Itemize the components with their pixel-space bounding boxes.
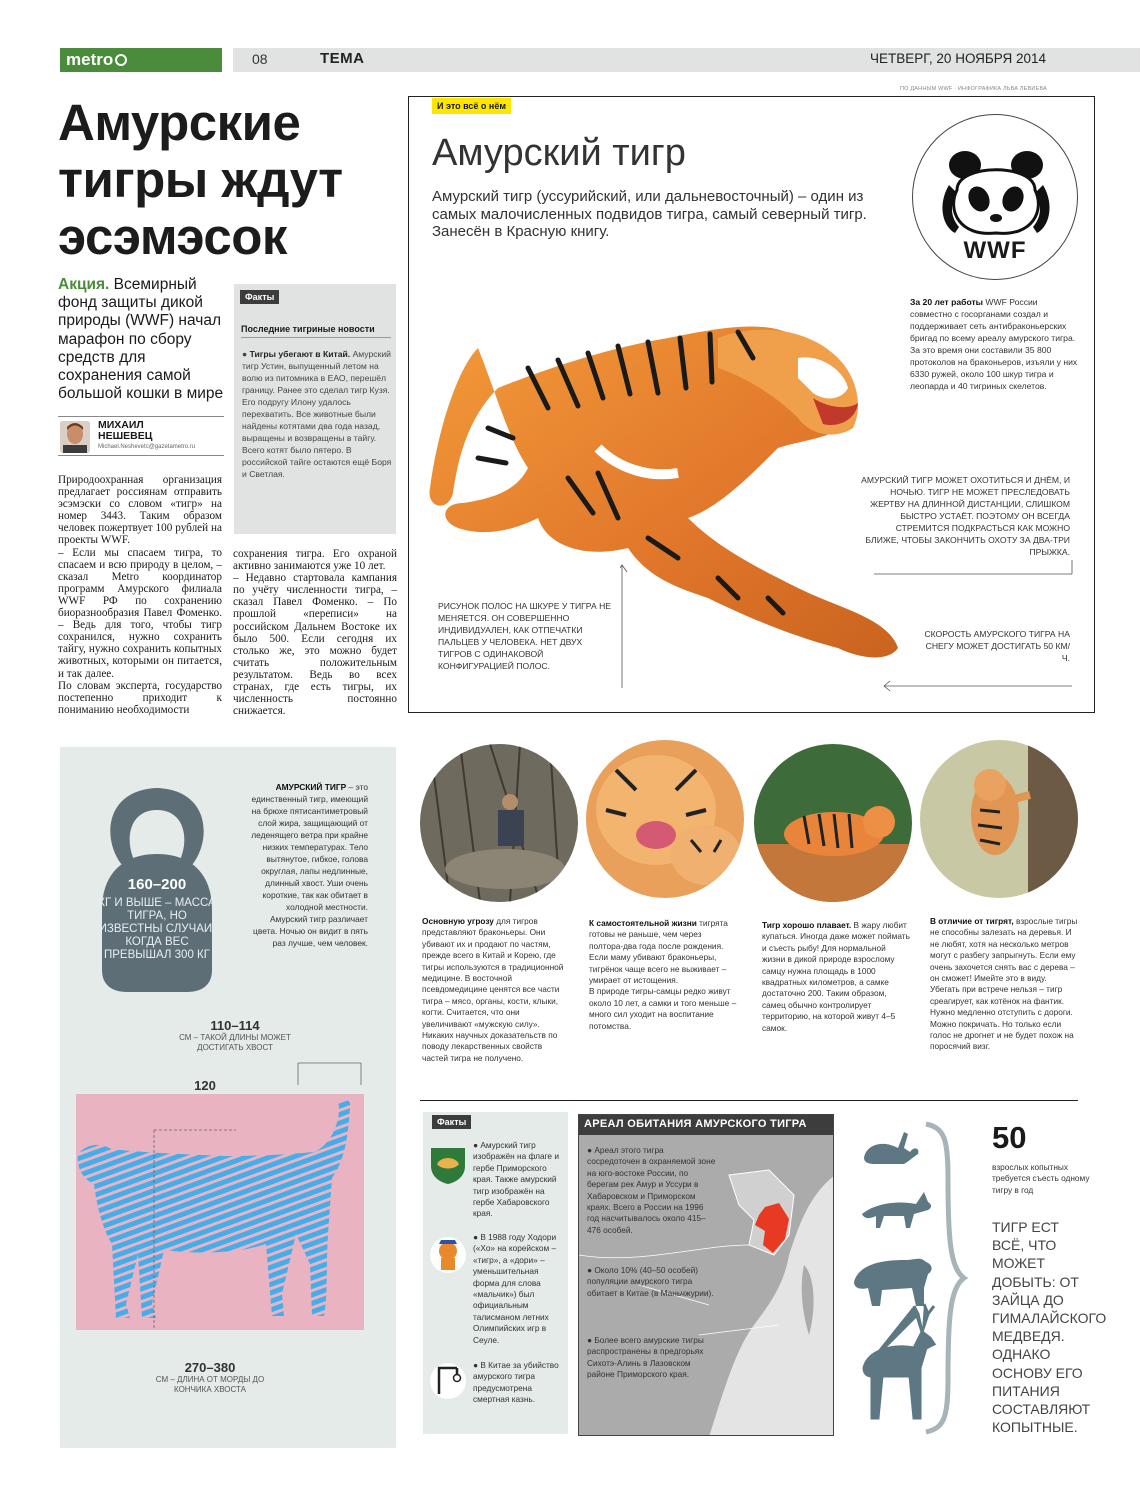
tail-stat (170, 1018, 300, 1053)
length-value: 270–380 (184, 1360, 236, 1375)
photo-swimming-tiger (754, 744, 912, 902)
stripes-fact: РИСУНОК ПОЛОС НА ШКУРЕ У ТИГРА НЕ МЕНЯЕТСЯ. ОН СОВЕРШЕННО ИНДИВИДУАЛЕН, КАК ОТПЕЧАТКИ ПАЛЬЦЕВ У ЧЕЛОВЕКА. НЕТ ДВУХ ТИГРОВ С ОДИНАКОВОЙ КОНФИГУРАЦИЕЙ ПОЛОС. (438, 601, 612, 671)
caption-poachers-bold: Основную угрозу (422, 916, 494, 926)
coat-of-arms-icon (429, 1146, 467, 1184)
caption-cubs-bold: К самостоятельной жизни (589, 918, 697, 928)
author-first-name: МИХАИЛ (98, 419, 144, 431)
section-name: ТЕМА (320, 50, 365, 67)
gallows-icon (429, 1362, 467, 1400)
article-body-col1: Природоохранная организация предлагает россиянам отправить эсэмэски со словом «тигр» на номер 3443. Таким образом человек пожертвует 100 рублей на проекты WWF. – Если мы спасаем тигра, то спасаем и всю природу в целом, – сказал Metro координатор программ Амурского филиала WWF РФ по сохранению биоразнообразия Павел Фоменко. – Ведь для того, чтобы тигр сохранился, нужно сохранить тайгу, нужно сохранить копытных животных, которыми он питается, и так далее. По словам эксперта, государство постепенно приходит к пониманию необходимости (58, 474, 222, 716)
article-body-col2: сохранения тигра. Его охраной активно занимаются уже 10 лет. – Недавно стартовала кампания по учёту численности тигра, – сказал Павел Фоменко. – По прошлой «переписи» на российском Дальнем Востоке их было 500. Если сегодня их столько же, это можно будет считать положительным результатом. Ведь во всех странах, где есть тигры, их численность постоянно снижается. (233, 548, 397, 718)
fur-text: – это единственный тигр, имеющий на брюхе пятисантиметровый слой жира, защищающий от леденящего ветра при крайне низких температурах. Тело вытянутое, гибкое, голова округлая, лапы недлинные, длинный хвост. Уши очень короткие, так как обитает в холодной местности. Амурский тигр различает цвета. Ночью он видит в пять раз лучше, чем человек. (251, 782, 368, 948)
wwf-logo-text: WWF (963, 237, 1027, 264)
dimension-lines (76, 1055, 366, 1095)
headline: Амурские тигры ждут эсэмэсок (58, 94, 343, 265)
metro-logo[interactable] (60, 48, 222, 72)
facts-box-2 (423, 1112, 568, 1434)
caption-trees-bold: В отличие от тигрят, (930, 916, 1014, 926)
habitat-item-3: ● Более всего амурские тигры распространены в предгорьях Сихотэ-Алинь в Лазовском районе Приморского края. (587, 1335, 704, 1380)
facts-item-text: Амурский тигр Устин, выпущенный летом на волю из питомника в ЕАО, перешёл границу. Ранее это сделал тигр Кузя. Его подругу Илону удалось перехватить. Все животные были найдены котятами два года назад, выращены и возвращены в тайгу. Всего котят было пятеро. В российской тайге остаются ещё Боря и Светлая. (242, 349, 392, 479)
facts-box (234, 284, 396, 534)
caption-trees (930, 916, 1078, 1053)
caption-trees-text: взрослые тигры не способны залезать на деревья. И не любят, хотя на несколько метров могут с разбегу запрыгнуть. Если ему очень захочется снять вас с дерева – он сможет! Имейте это в виду. Убегать при встрече нельзя – тигр среагирует, как котёнок на фантик. Нужно медленно отступить с дороги. Можно покричать. Но только если голос не дрогнет и не будет похож на поросячий визг. (930, 916, 1078, 1052)
caption-poachers-text: для тигров представляют браконьеры. Они убивают их и продают по частям, прежде всего в Китай и Корею, где тигры используются в традиционной медицине. В восточной псевдомедицине ценятся все части тигра – мясо, органы, кости, клыки, когти. Считается, что они увеличивают «мужскую силу». Никаких научных доказательств по поводу лекарственных свойств частей тигра не получено. (422, 916, 564, 1063)
height-value: 120 (194, 1078, 216, 1093)
tiger-silhouette-icon (76, 1094, 364, 1330)
caption-cubs (589, 918, 737, 1032)
weight-text: КГ И ВЫШЕ – МАССА ТИГРА, НО ИЗВЕСТНЫ СЛУЧАИ, КОГДА ВЕС ПРЕВЫШАЛ 300 КГ (98, 897, 216, 961)
graphic-credit: ПО ДАННЫМ WWF · ИНФОГРАФИКА ЛЬВА ЛЕВИЕВА (900, 86, 1048, 92)
infographic-label: И это всё о нём (432, 98, 511, 114)
annual-prey-number: 50 (992, 1120, 1027, 1155)
annual-prey-text: взрослых копытных требуется съесть одному тигру в год (992, 1162, 1090, 1195)
caption-cubs-text: тигрята готовы не раньше, чем через полтора-два года после рождения. Если маму убивают браконьеры, тигрёнок чаще всего не выживает – умирает от истощения. В природе тигры-самцы редко живут около 10 лет, а самки и того меньше – много сил уходит на воспитание потомства. (589, 918, 737, 1031)
lead-paragraph (58, 276, 228, 403)
facts2-item-2: ● В 1988 году Ходори («Хо» на корейском – «тигр», а «дори» – уменьшительная форма для слова «мальчик») был официальным талисманом летних Олимпийских игр в Сеуле. (473, 1232, 557, 1345)
wwf-fact-text: WWF России совместно с госорганами создал и поддерживает сеть антибраконьерских бригад по всему ареалу амурского тигра. За это время они составили 35 800 протоколов на браконьеров, изъяли у них 6330 ружей, около 100 шкур тигра и леопарда и 40 тигриных скелетов. (910, 297, 1078, 391)
facts-item-title: Тигры убегают в Китай. (249, 349, 351, 359)
facts2-item-2-text: В 1988 году Ходори («Хо» на корейском – «тигр», а «дори» – уменьшительная форма для слова «мальчик») был официальным талисманом летних Олимпийских игр в Сеуле. (473, 1232, 557, 1345)
hodori-mascot-icon (429, 1236, 467, 1274)
habitat-item-3-text: Более всего амурские тигры распространены в предгорьях Сихотэ-Алинь в Лазовском районе Приморского края. (587, 1335, 704, 1380)
facts2-item-3: ● В Китае за убийство амурского тигра предусмотрена смертная казнь. (473, 1360, 559, 1405)
wwf-fact-bold: За 20 лет работы (910, 297, 984, 307)
facts2-item-3-text: В Китае за убийство амурского тигра предусмотрена смертная казнь. (473, 1360, 559, 1405)
globe-icon (115, 54, 127, 66)
fox-icon (862, 1192, 931, 1228)
fur-fact (250, 781, 368, 949)
habitat-item-2: ● Около 10% (40–50 особей) популяции амурского тигра обитает в Китае (в Маньчжурии). (587, 1265, 714, 1298)
caption-poachers (422, 916, 570, 1064)
issue-date: ЧЕТВЕРГ, 20 НОЯБРЯ 2014 (870, 51, 1046, 66)
facts2-item-1-text: Амурский тигр изображён на флаге и гербе Приморского края. Также амурский тигр изображён на гербе Хабаровского края. (473, 1140, 559, 1219)
fur-title: АМУРСКИЙ ТИГР (275, 782, 347, 792)
facts-item: ● Тигры убегают в Китай. Амурский тигр Устин, выпущенный летом на волю из питомника в ЕАО, перешёл границу. Ранее это сделал тигр Кузя. Его подругу Илону удалось перехватить. Все животные были найдены котятами два года назад, выращены и возвращены в тайгу. Всего котят было пятеро. В российской тайге остаются ещё Боря и Светлая. (242, 349, 392, 479)
callout-lines (620, 560, 1080, 700)
habitat-map (578, 1114, 834, 1436)
wwf-fact (910, 296, 1080, 392)
speed-fact: СКОРОСТЬ АМУРСКОГО ТИГРА НА СНЕГУ МОЖЕТ ДОСТИГАТЬ 50 КМ/Ч. (924, 629, 1070, 663)
facts-heading: Последние тигриные новости (241, 324, 391, 338)
infographic-intro: Амурский тигр (уссурийский, или дальневосточный) – один из самых малочисленных подвидов тигра, самый северный тигр. Занесён в Красную книгу. (432, 188, 867, 240)
weight-stat (96, 876, 218, 962)
lead-text: Всемирный фонд защиты дикой природы (WWF) начал марафон по сбору средств для сохранения самой большой кошки в мире (58, 276, 224, 403)
photo-poachers (420, 744, 578, 902)
habitat-item-1-text: Ареал этого тигра сосредоточен в охраняемой зоне на юго-востоке России, по берегам рек Амур и Уссури в Хабаровском и Приморском краях. Всего в России на 1996 год насчитывалось около 415–476 особей. (587, 1145, 716, 1235)
bear-icon (854, 1259, 932, 1306)
facts2-tag: Факты (432, 1115, 471, 1129)
author-last-name: НЕШЕВЕЦ (98, 430, 153, 442)
tiger-silhouette-box (76, 1094, 364, 1330)
facts-tag: Факты (240, 290, 279, 304)
prey-animals (854, 1118, 984, 1438)
caption-swimming-text: В жару любит купаться. Иногда даже может поймать и съесть рыбу! Для нормальной жизни в дикой природе взрослому самцу нужна площадь в 1000 квадратных километров, а самке достаточно 200. Таким образом, самец обычно контролирует территорию, на которой живут 4–5 самок. (762, 920, 910, 1033)
length-stat (150, 1360, 270, 1395)
section-divider (420, 1100, 1078, 1101)
length-text: СМ – ДЛИНА ОТ МОРДЫ ДО КОНЧИКА ХВОСТА (155, 1375, 265, 1394)
deer-icon (864, 1304, 934, 1418)
author-name (98, 420, 152, 442)
photo-cub-on-tree (920, 740, 1078, 898)
author-email[interactable]: Michael.Neshevetc@gazetametro.ru (98, 444, 196, 450)
habitat-title: АРЕАЛ ОБИТАНИЯ АМУРСКОГО ТИГРА (579, 1115, 834, 1135)
caption-swimming-bold: Тигр хорошо плавает. (762, 920, 852, 930)
weight-value: 160–200 (127, 876, 187, 893)
infographic-title: Амурский тигр (432, 132, 686, 174)
lead-label: Акция. (58, 276, 110, 293)
photo-mother-cub (586, 740, 744, 898)
facts2-item-1: ● Амурский тигр изображён на флаге и гербе Приморского края. Также амурский тигр изображён на гербе Хабаровского края. (473, 1140, 559, 1219)
habitat-item-1: ● Ареал этого тигра сосредоточен в охраняемой зоне на юго-востоке России, по берегам рек Амур и Уссури в Хабаровском и Приморском краях. Всего в России на 1996 год насчитывалось около 415–476 особей. (587, 1145, 716, 1235)
page-number: 08 (252, 51, 268, 67)
habitat-item-2-text: Около 10% (40–50 особей) популяции амурского тигра обитает в Китае (в Маньчжурии). (587, 1265, 714, 1298)
diet-text: ТИГР ЕСТ ВСЁ, ЧТО МОЖЕТ ДОБЫТЬ: ОТ ЗАЙЦА ДО ГИМАЛАЙСКОГО МЕДВЕДЯ. ОДНАКО ОСНОВУ ЕГО ПИТАНИЯ СОСТАВЛЯЮТ КОПЫТНЫЕ. (992, 1219, 1107, 1436)
hare-icon (864, 1132, 918, 1164)
hunting-fact: АМУРСКИЙ ТИГР МОЖЕТ ОХОТИТЬСЯ И ДНЁМ, И НОЧЬЮ. ТИГР НЕ МОЖЕТ ПРЕСЛЕДОВАТЬ ЖЕРТВУ НА ДЛИННОЙ ДИСТАНЦИИ, СЛИШКОМ БЫСТРО УСТАЁТ. ПОЭТОМУ ОН ВСЕГДА СТРЕМИТСЯ ПОДКРАСТЬСЯ КАК МОЖНО БЛИЖЕ, ЧТОБЫ ЗАКОНЧИТЬ ОХОТУ ЗА ДВА-ТРИ ПРЫЖКА. (861, 475, 1070, 557)
caption-swimming (762, 920, 910, 1034)
author-avatar (60, 421, 90, 453)
tail-value: 110–114 (210, 1018, 260, 1033)
tail-text: СМ – ТАКОЙ ДЛИНЫ МОЖЕТ ДОСТИГАТЬ ХВОСТ (179, 1033, 291, 1052)
logo-text: metro (66, 50, 114, 69)
author-byline (58, 416, 224, 456)
